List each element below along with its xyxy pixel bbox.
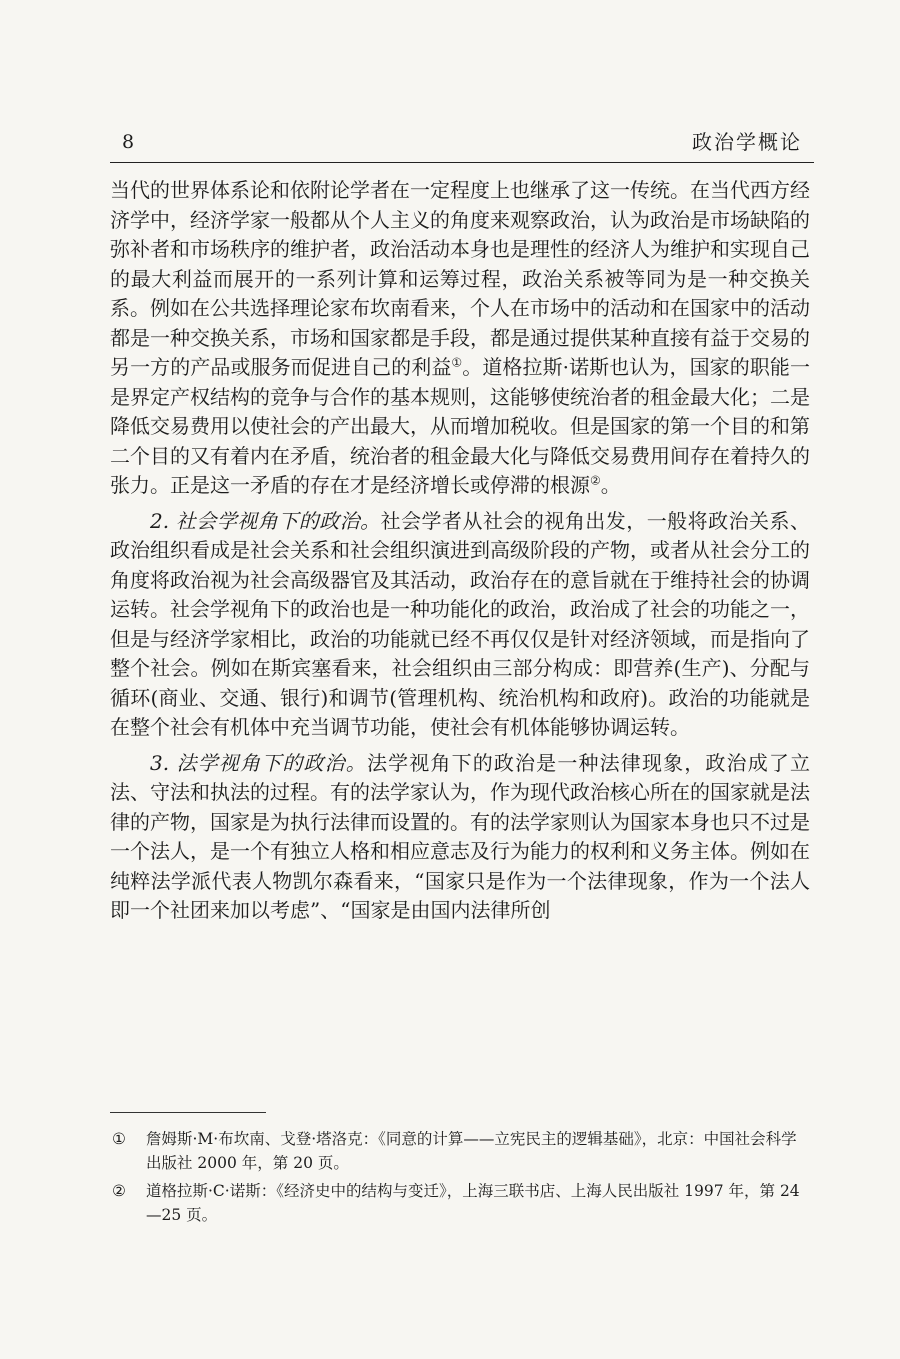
paragraph-law bbox=[110, 749, 810, 926]
section-lead: 2. 社会学视角下的政治。 bbox=[150, 508, 381, 533]
paragraph-text: 法学视角下的政治是一种法律现象，政治成了立法、守法和执法的过程。有的法学家认为，作为现代政治核心所在的国家就是法律的产物，国家是为执行法律而设置的。有的法学家则认为国家本身也只不过是一个法人，是一个有独立人格和相应意志及行为能力的权利和义务主体。例如在纯粹法学派代表人物凯尔森看来，“国家只是作为一个法律现象，作为一个法人即一个社团来加以考虑”、“国家是由国内法律所创 bbox=[110, 750, 810, 922]
footnote-1 bbox=[110, 1127, 810, 1175]
paragraph-text: 。道格拉斯·诺斯也认为，国家的职能一是界定产权结构的竞争与合作的基本规则，这能够使统治者的租金最大化；二是降低交易费用以使社会的产出最大，从而增加税收。但是国家的第一个目的和第二个目的又有着内在矛盾，统治者的租金最大化与降低交易费用间存在着持久的张力。正是这一矛盾的存在才是经济增长或停滞的根源 bbox=[110, 355, 811, 497]
paragraph-text: 。 bbox=[600, 473, 621, 497]
footnote-rule bbox=[110, 1112, 266, 1113]
footnote-ref-2[interactable]: ② bbox=[590, 473, 601, 488]
paragraph-economics bbox=[110, 176, 810, 501]
paragraph-text: 当代的世界体系论和依附论学者在一定程度上也继承了这一传统。在当代西方经济学中，经济学家一般都从个人主义的角度来观察政治，认为政治是市场缺陷的弥补者和市场秩序的维护者，政治活动本身也是理性的经济人为维护和实现自己的最大利益而展开的一系列计算和运筹过程，政治关系被等同为是一种交换关系。例如在公共选择理论家布坎南看来，个人在市场中的活动和在国家中的活动都是一种交换关系，市场和国家都是手段，都是通过提供某种直接有益于交易的另一方的产品或服务而促进自己的利益 bbox=[110, 178, 810, 379]
footnote-text: 道格拉斯·C·诺斯：《经济史中的结构与变迁》，上海三联书店、上海人民出版社 1997 年，第 24—25 页。 bbox=[146, 1182, 800, 1224]
footnotes bbox=[110, 1127, 810, 1231]
footnote-ref-1[interactable]: ① bbox=[451, 355, 463, 370]
footnote-mark: ① bbox=[112, 1130, 126, 1148]
header-rule bbox=[110, 162, 814, 163]
page-number: 8 bbox=[122, 131, 135, 153]
footnote-mark: ② bbox=[112, 1182, 126, 1200]
footnote-text: 詹姆斯·M·布坎南、戈登·塔洛克：《同意的计算——立宪民主的逻辑基础》，北京：中国社会科学出版社 2000 年，第 20 页。 bbox=[146, 1130, 797, 1172]
body-text bbox=[110, 176, 810, 926]
section-lead: 3. 法学视角下的政治。 bbox=[150, 750, 367, 775]
paragraph-text: 社会学者从社会的视角出发，一般将政治关系、政治组织看成是社会关系和社会组织演进到高级阶段的产物，或者从社会分工的角度将政治视为社会高级器官及其活动，政治存在的意旨就在于维持社会的协调运转。社会学视角下的政治也是一种功能化的政治，政治成了社会的功能之一，但是与经济学家相比，政治的功能就已经不再仅仅是针对经济领域，而是指向了整个社会。例如在斯宾塞看来，社会组织由三部分构成：即营养(生产)、分配与循环(商业、交通、银行)和调节(管理机构、统治机构和政府)。政治的功能就是在整个社会有机体中充当调节功能，使社会有机体能够协调运转。 bbox=[110, 508, 810, 739]
paragraph-sociology bbox=[110, 507, 810, 743]
footnote-2 bbox=[110, 1179, 810, 1227]
page-header bbox=[110, 128, 810, 160]
running-title: 政治学概论 bbox=[692, 130, 802, 154]
